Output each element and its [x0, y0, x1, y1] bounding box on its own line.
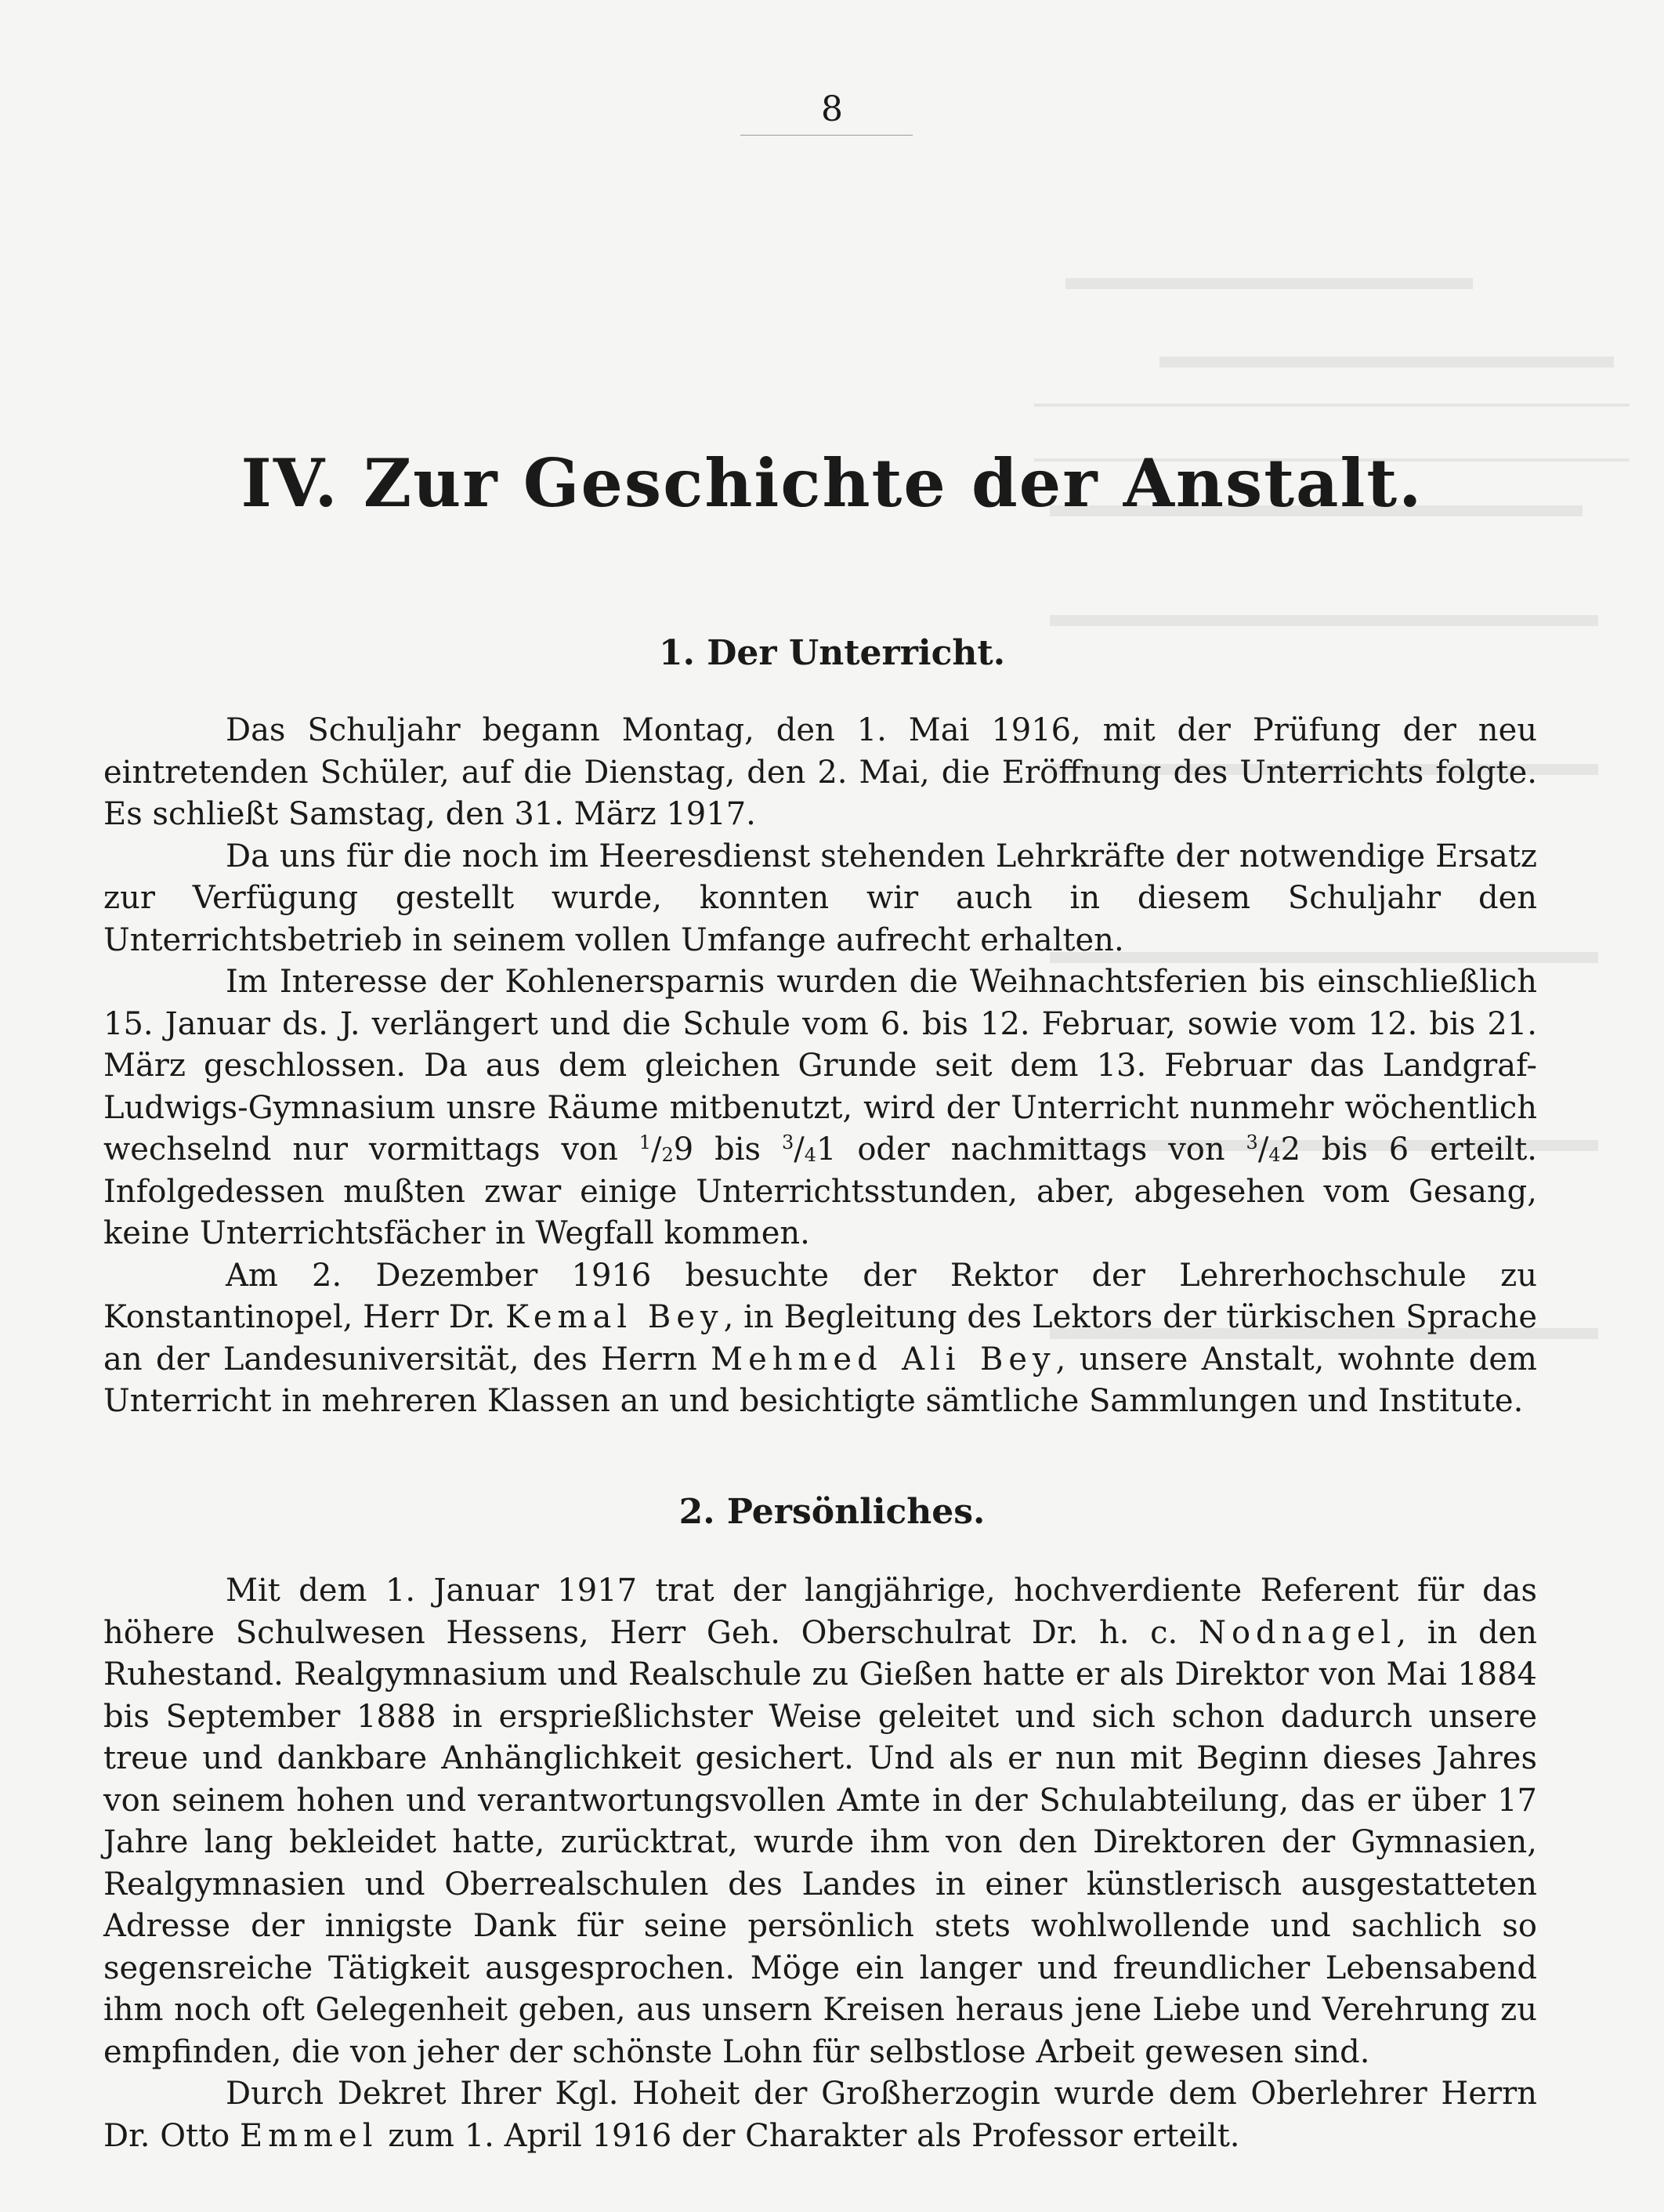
paragraph-text: , in Begleitung des Lektors der türkischen Sprache an der Landesuniversität, des Herrn — [103, 1299, 1538, 1378]
paragraph-text: Durch Dekret Ihrer Kgl. Hoheit der Großherzogin wurde dem Oberlehrer Herrn Dr. Otto — [103, 2076, 1537, 2154]
section-body-unterricht — [103, 710, 1537, 1423]
page-number: 8 — [821, 89, 843, 129]
person-name: Emmel — [239, 2117, 378, 2154]
chapter-title — [0, 444, 1664, 522]
paragraph: Da uns für die noch im Heeresdienst stehenden Lehrkräfte der notwendige Ersatz zur Verfügung gestellt wurde, konnten wir auch in diesem Schuljahr den Unterrichtsbetrieb in seinem vollen Umfange aufrecht erhalten. — [103, 838, 1537, 958]
paragraph — [103, 1570, 1537, 2073]
paragraph-text: Im Interesse der Kohlenersparnis wurden die Weihnachtsferien bis einschließlich 15. Januar ds. J. verlängert und die Schule vom 6. bis 12. Februar, sowie vom 12. bis 21. März geschlossen. Da aus dem gleichen Grunde seit dem 13. Februar das Landgraf-Ludwigs-Gymnasium unsre Räume mitbenutzt, wird der Unterricht nunmehr wöchentlich wechselnd nur vormittags von — [103, 964, 1537, 1168]
fraction-numerator: 1 — [638, 1131, 652, 1153]
paragraph-text: 2 bis 6 erteilt. Infolgedessen mußten zwar einige Unterrichtsstunden, aber, abgesehen vom Gesang, keine Unterrichtsfächer in Wegfall kommen. — [103, 1131, 1537, 1251]
paragraph-text: Am 2. Dezember 1916 besuchte der Rektor der Lehrerhochschule zu Konstantinopel, Herr Dr. — [103, 1257, 1537, 1335]
section-heading-persoenliches: 2. Persönliches. — [678, 1492, 986, 1532]
fraction-denominator: 2 — [661, 1144, 674, 1166]
paragraph-text: 9 bis — [673, 1131, 782, 1168]
paragraph — [103, 2073, 1537, 2157]
paragraph-text: 1 oder nachmittags von — [816, 1131, 1246, 1168]
paragraph-text: zum 1. April 1916 der Charakter als Professor erteilt. — [378, 2117, 1240, 2154]
paragraph: Das Schuljahr begann Montag, den 1. Mai 1916, mit der Prüfung der neu eintretenden Schüler, auf die Dienstag, den 2. Mai, die Eröffnung des Unterrichts folgte. Es schließt Samstag, den 31. März 1917. — [103, 712, 1537, 832]
fraction-denominator: 4 — [804, 1144, 816, 1166]
paragraph-text: , in den Ruhestand. Realgymnasium und Realschule zu Gießen hatte er als Direktor von Mai 1884 bis September 1888 in ersprießlichster Weise geleitet und sich schon dadurch unsere treue und dankbare Anhänglichkeit gesichert. Und als er nun mit Beginn dieses Jahres von seinem hohen und verantwortungsvollen Amte in der Schulabteilung, das er über 17 Jahre lang bekleidet hatte, zurücktrat, wurde ihm von den Direktoren der Gymnasien, Realgymnasien und Oberrealschulen des Landes in einer künstlerisch ausgestatteten Adresse der innigste Dank für seine persönlich stets wohlwollende und sachlich so segensreiche Tätigkeit ausgesprochen. Möge ein langer und freundlicher Lebensabend ihm noch oft Gelegenheit geben, aus unsern Kreisen heraus jene Liebe und Verehrung zu empfinden, die von jeher der schönste Lohn für selbstlose Arbeit gewesen sind. — [103, 1614, 1537, 2070]
person-name: Nodnagel — [1198, 1614, 1397, 1651]
person-name: Mehmed Ali Bey — [711, 1341, 1056, 1378]
chapter-numeral: IV. — [241, 444, 339, 522]
fraction-denominator: 4 — [1268, 1144, 1281, 1166]
section-heading-unterricht: 1. Der Unterricht. — [658, 633, 1006, 673]
paragraph: Im Interesse der Kohlenersparnis wurden die Weihnachtsferien bis einschließlich 15. Januar ds. J. verlängert und die Schule vom 6. bis 12. Februar, sowie vom 12. bis 21. März geschlossen. Da aus dem gleichen Grunde seit dem 13. Februar das Landgraf-Ludwigs-Gymnasium unsre Räume mitbenutzt, wird der Unterricht nunmehr wöchentlich wechselnd nur vormittags von $^1$/29 bis $^3$/41 oder nachmittags von $^3$/42 bis 6 erteilt. Infolgedessen mußten zwar einige Unterrichtsstunden, aber, abgesehen vom Gesang, keine Unterrichtsfächer in Wegfall kommen. — [103, 964, 1537, 1251]
fraction-numerator: 3 — [1246, 1131, 1258, 1153]
chapter-title-text: Zur Geschichte der Anstalt. — [363, 444, 1423, 522]
person-name: Kemal Bey — [505, 1299, 724, 1335]
paragraph-text: , unsere Anstalt, wohnte dem Unterricht in mehreren Klassen an und besichtigte sämtliche Sammlungen und Institute. — [103, 1341, 1537, 1419]
section-body-persoenliches — [103, 1570, 1537, 2157]
fraction-numerator: 3 — [781, 1131, 794, 1153]
paragraph-text: Mit dem 1. Januar 1917 trat der langjährige, hochverdiente Referent für das höhere Schulwesen Hessens, Herr Geh. Oberschulrat Dr. h. c. — [103, 1573, 1537, 1651]
page-number-rule — [740, 135, 913, 136]
paragraph — [103, 1255, 1537, 1423]
